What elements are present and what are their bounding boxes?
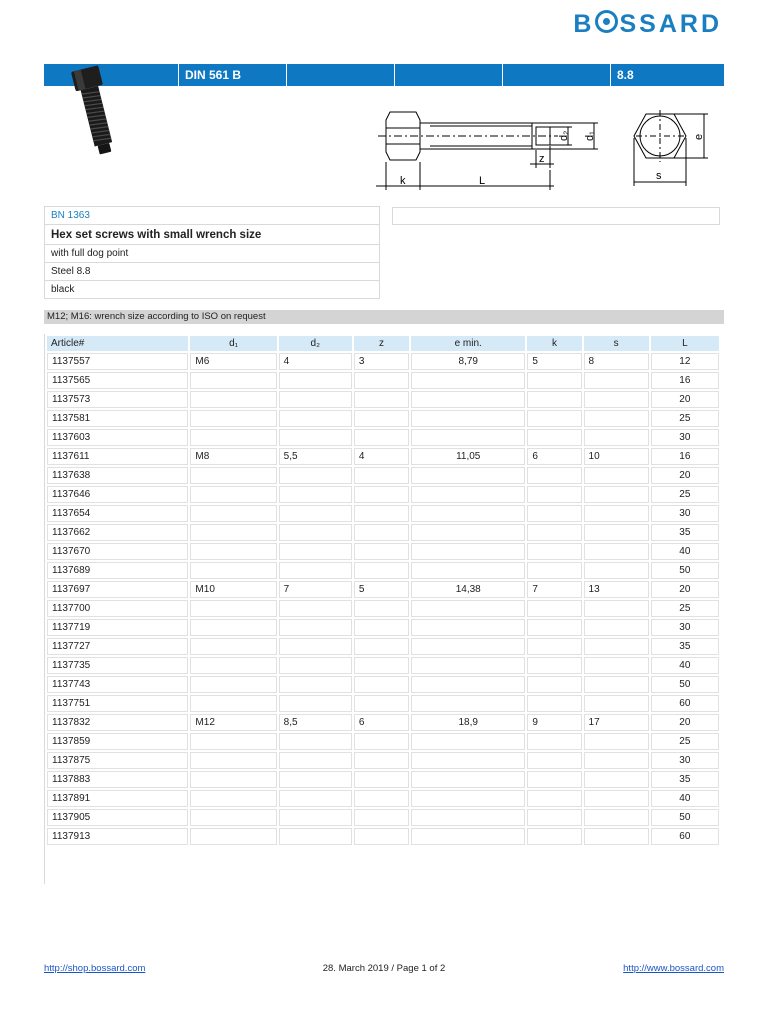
table-cell <box>190 638 276 655</box>
label-L: L <box>479 175 486 187</box>
table-cell: 10 <box>584 448 649 465</box>
table-cell <box>527 486 581 503</box>
col-d1: d₁ <box>190 336 276 351</box>
table-cell <box>190 828 276 845</box>
table-cell: 16 <box>651 448 719 465</box>
table-cell <box>527 695 581 712</box>
table-cell: 60 <box>651 695 719 712</box>
bossard-logo <box>573 10 722 39</box>
product-code: BN 1363 <box>45 207 380 225</box>
table-body <box>47 353 719 845</box>
table-cell <box>584 410 649 427</box>
table-cell <box>190 790 276 807</box>
table-cell <box>527 543 581 560</box>
table-cell: 1137751 <box>47 695 188 712</box>
table-row <box>47 771 719 788</box>
table-cell <box>584 486 649 503</box>
product-material: Steel 8.8 <box>45 263 380 281</box>
table-row <box>47 505 719 522</box>
table-cell: 1137859 <box>47 733 188 750</box>
table-cell: 16 <box>651 372 719 389</box>
table-cell <box>190 619 276 636</box>
table-cell <box>279 752 352 769</box>
table-cell: 13 <box>584 581 649 598</box>
table-cell <box>279 543 352 560</box>
product-finish: black <box>45 281 380 299</box>
table-row <box>47 562 719 579</box>
col-k: k <box>527 336 581 351</box>
table-cell: 1137565 <box>47 372 188 389</box>
table-cell: 8,5 <box>279 714 352 731</box>
table-row <box>47 467 719 484</box>
table-cell <box>527 524 581 541</box>
table-cell: 1137891 <box>47 790 188 807</box>
table-cell: 4 <box>279 353 352 370</box>
table-cell <box>527 429 581 446</box>
table-cell: 35 <box>651 638 719 655</box>
table-cell <box>411 486 525 503</box>
table-cell: 1137670 <box>47 543 188 560</box>
table-cell: 50 <box>651 676 719 693</box>
table-cell <box>190 372 276 389</box>
table-cell <box>584 562 649 579</box>
table-cell <box>354 771 409 788</box>
table-cell: 35 <box>651 771 719 788</box>
table-cell <box>584 600 649 617</box>
table-cell: 1137727 <box>47 638 188 655</box>
table-row <box>47 581 719 598</box>
table-cell: 1137557 <box>47 353 188 370</box>
table-cell <box>411 771 525 788</box>
table-cell: 40 <box>651 657 719 674</box>
label-z: z <box>539 153 545 165</box>
table-cell <box>190 429 276 446</box>
article-table <box>45 334 721 847</box>
table-cell <box>354 809 409 826</box>
table-cell: 35 <box>651 524 719 541</box>
table-cell <box>411 619 525 636</box>
table-cell <box>527 790 581 807</box>
table-cell <box>190 733 276 750</box>
table-cell <box>411 391 525 408</box>
table-cell <box>279 600 352 617</box>
table-cell: 1137735 <box>47 657 188 674</box>
table-cell: 30 <box>651 505 719 522</box>
table-cell <box>354 505 409 522</box>
table-cell: 1137638 <box>47 467 188 484</box>
table-cell: 50 <box>651 809 719 826</box>
table-cell <box>411 562 525 579</box>
table-cell: 11,05 <box>411 448 525 465</box>
table-row <box>47 600 719 617</box>
table-cell <box>584 524 649 541</box>
label-k: k <box>400 175 406 187</box>
table-cell <box>279 638 352 655</box>
table-cell <box>354 695 409 712</box>
table-cell <box>279 771 352 788</box>
table-row <box>47 448 719 465</box>
note-bar: M12; M16: wrench size according to ISO on request <box>44 310 724 324</box>
table-cell <box>527 657 581 674</box>
table-cell <box>527 733 581 750</box>
table-cell <box>584 695 649 712</box>
table-cell <box>279 657 352 674</box>
table-cell <box>190 600 276 617</box>
table-cell <box>527 638 581 655</box>
table-cell <box>190 771 276 788</box>
header-cell-2 <box>286 64 394 86</box>
table-cell <box>411 543 525 560</box>
table-cell <box>190 486 276 503</box>
table-cell: 5 <box>527 353 581 370</box>
table-cell <box>411 410 525 427</box>
table-cell <box>279 790 352 807</box>
table-cell: 25 <box>651 486 719 503</box>
table-cell <box>190 524 276 541</box>
table-cell <box>411 752 525 769</box>
web-link[interactable]: http://www.bossard.com <box>623 963 724 974</box>
table-cell <box>584 676 649 693</box>
table-row <box>47 391 719 408</box>
table-cell <box>354 391 409 408</box>
table-cell <box>354 638 409 655</box>
table-cell: 6 <box>354 714 409 731</box>
table-cell: 25 <box>651 733 719 750</box>
table-cell <box>354 600 409 617</box>
table-row <box>47 790 719 807</box>
table-row <box>47 714 719 731</box>
table-cell <box>190 809 276 826</box>
table-cell: M8 <box>190 448 276 465</box>
table-cell <box>411 638 525 655</box>
table-cell <box>190 695 276 712</box>
table-cell <box>279 676 352 693</box>
table-cell <box>584 809 649 826</box>
table-cell <box>411 809 525 826</box>
table-cell <box>190 676 276 693</box>
table-cell <box>354 828 409 845</box>
table-cell: 1137581 <box>47 410 188 427</box>
table-cell <box>411 657 525 674</box>
table-cell <box>584 505 649 522</box>
shop-link[interactable]: http://shop.bossard.com <box>44 963 146 974</box>
table-cell <box>584 752 649 769</box>
table-cell: 7 <box>279 581 352 598</box>
table-cell <box>279 562 352 579</box>
table-cell <box>584 372 649 389</box>
table-cell <box>190 543 276 560</box>
table-cell: 1137603 <box>47 429 188 446</box>
table-cell: 1137913 <box>47 828 188 845</box>
table-cell <box>279 619 352 636</box>
table-row <box>47 638 719 655</box>
table-cell <box>354 790 409 807</box>
table-cell: 1137743 <box>47 676 188 693</box>
empty-info-box <box>392 207 720 225</box>
table-cell <box>279 372 352 389</box>
table-cell <box>411 429 525 446</box>
footer-web-link-wrap <box>623 963 724 974</box>
table-cell <box>190 752 276 769</box>
table-cell <box>354 372 409 389</box>
table-cell <box>527 600 581 617</box>
table-cell <box>527 562 581 579</box>
table-row <box>47 733 719 750</box>
technical-drawing <box>372 100 732 200</box>
table-cell <box>354 562 409 579</box>
table-cell <box>527 752 581 769</box>
table-cell <box>279 486 352 503</box>
table-cell <box>411 600 525 617</box>
table-row <box>47 657 719 674</box>
table-cell <box>354 524 409 541</box>
table-cell: 40 <box>651 543 719 560</box>
table-cell: M6 <box>190 353 276 370</box>
table-row <box>47 486 719 503</box>
table-cell <box>190 391 276 408</box>
table-cell <box>584 467 649 484</box>
header-cell-4 <box>502 64 610 86</box>
table-cell: 17 <box>584 714 649 731</box>
table-cell: 3 <box>354 353 409 370</box>
table-cell <box>584 391 649 408</box>
label-d2: d₂ <box>558 130 570 141</box>
table-row <box>47 752 719 769</box>
table-row <box>47 372 719 389</box>
table-cell <box>354 752 409 769</box>
table-cell <box>279 733 352 750</box>
table-cell <box>411 372 525 389</box>
table-cell: 9 <box>527 714 581 731</box>
table-cell <box>354 543 409 560</box>
table-cell <box>527 391 581 408</box>
table-cell: 18,9 <box>411 714 525 731</box>
table-cell: 20 <box>651 581 719 598</box>
header-grade: 8.8 <box>610 64 724 86</box>
table-cell <box>354 429 409 446</box>
col-e-min: e min. <box>411 336 525 351</box>
footer-date-page: 28. March 2019 / Page 1 of 2 <box>322 963 446 974</box>
table-cell: 1137875 <box>47 752 188 769</box>
screw-product-image <box>66 64 136 164</box>
table-cell: 30 <box>651 429 719 446</box>
table-cell <box>411 790 525 807</box>
table-cell: 1137905 <box>47 809 188 826</box>
table-cell: 25 <box>651 600 719 617</box>
table-row <box>47 524 719 541</box>
table-cell: 1137654 <box>47 505 188 522</box>
table-cell: 8,79 <box>411 353 525 370</box>
table-cell <box>527 828 581 845</box>
label-d1: d₁ <box>584 131 596 141</box>
table-cell: 1137697 <box>47 581 188 598</box>
table-cell <box>584 790 649 807</box>
table-cell: 40 <box>651 790 719 807</box>
table-row <box>47 543 719 560</box>
table-cell: 20 <box>651 391 719 408</box>
table-cell <box>190 467 276 484</box>
table-cell <box>411 467 525 484</box>
logo-text-rest: SSARD <box>619 10 722 38</box>
table-header-row <box>47 336 719 351</box>
table-cell <box>354 619 409 636</box>
table-cell <box>527 372 581 389</box>
table-cell: 1137689 <box>47 562 188 579</box>
table-cell <box>279 809 352 826</box>
table-cell <box>411 505 525 522</box>
product-feature: with full dog point <box>45 245 380 263</box>
table-cell <box>411 676 525 693</box>
table-cell <box>527 467 581 484</box>
table-cell <box>527 809 581 826</box>
table-row <box>47 410 719 427</box>
table-row <box>47 809 719 826</box>
table-cell <box>584 828 649 845</box>
table-cell: 1137611 <box>47 448 188 465</box>
col-s: s <box>584 336 649 351</box>
table-cell <box>279 410 352 427</box>
table-cell <box>354 657 409 674</box>
table-cell: 1137700 <box>47 600 188 617</box>
table-cell <box>527 771 581 788</box>
table-cell <box>411 524 525 541</box>
table-cell <box>411 733 525 750</box>
table-cell <box>411 828 525 845</box>
table-cell: 6 <box>527 448 581 465</box>
table-cell: 1137883 <box>47 771 188 788</box>
table-cell <box>527 619 581 636</box>
table-cell <box>279 828 352 845</box>
table-row <box>47 676 719 693</box>
table-cell <box>584 638 649 655</box>
table-row <box>47 828 719 845</box>
product-title: Hex set screws with small wrench size <box>45 225 380 245</box>
table-cell <box>354 410 409 427</box>
table-cell <box>279 695 352 712</box>
logo-text-b: B <box>573 10 595 38</box>
table-row <box>47 429 719 446</box>
table-cell: 20 <box>651 714 719 731</box>
table-cell <box>354 467 409 484</box>
table-cell: 1137832 <box>47 714 188 731</box>
table-cell <box>354 486 409 503</box>
logo-o-mark <box>595 10 618 33</box>
table-cell <box>190 505 276 522</box>
table-cell: 8 <box>584 353 649 370</box>
table-row <box>47 619 719 636</box>
table-row <box>47 353 719 370</box>
table-cell: 5,5 <box>279 448 352 465</box>
table-cell <box>279 467 352 484</box>
table-cell <box>584 771 649 788</box>
table-cell <box>584 733 649 750</box>
table-cell: M12 <box>190 714 276 731</box>
table-cell: 60 <box>651 828 719 845</box>
table-cell: 1137662 <box>47 524 188 541</box>
table-cell: 30 <box>651 752 719 769</box>
table-cell <box>584 657 649 674</box>
header-cell-3 <box>394 64 502 86</box>
table-cell <box>527 676 581 693</box>
table-cell <box>190 657 276 674</box>
product-header-bar <box>44 64 724 86</box>
label-s: s <box>656 170 662 182</box>
header-standard: DIN 561 B <box>178 64 286 86</box>
table-cell <box>190 410 276 427</box>
table-cell: M10 <box>190 581 276 598</box>
table-cell <box>190 562 276 579</box>
table-cell <box>584 619 649 636</box>
table-cell <box>279 505 352 522</box>
col-L: L <box>651 336 719 351</box>
table-cell <box>279 391 352 408</box>
table-cell: 25 <box>651 410 719 427</box>
table-cell: 20 <box>651 467 719 484</box>
col-article: Article# <box>47 336 188 351</box>
table-cell: 30 <box>651 619 719 636</box>
table-cell <box>584 543 649 560</box>
table-cell: 1137573 <box>47 391 188 408</box>
table-cell: 4 <box>354 448 409 465</box>
table-cell <box>527 410 581 427</box>
table-cell <box>279 524 352 541</box>
col-z: z <box>354 336 409 351</box>
table-cell: 50 <box>651 562 719 579</box>
table-cell: 1137646 <box>47 486 188 503</box>
table-cell <box>584 429 649 446</box>
product-info-table <box>44 206 380 299</box>
table-cell <box>411 695 525 712</box>
table-cell <box>354 676 409 693</box>
table-cell: 7 <box>527 581 581 598</box>
table-cell: 12 <box>651 353 719 370</box>
table-cell <box>527 505 581 522</box>
table-row <box>47 695 719 712</box>
table-cell <box>279 429 352 446</box>
col-d2: d₂ <box>279 336 352 351</box>
table-cell <box>354 733 409 750</box>
label-e: e <box>693 133 705 140</box>
table-cell: 1137719 <box>47 619 188 636</box>
table-cell: 14,38 <box>411 581 525 598</box>
table-cell: 5 <box>354 581 409 598</box>
